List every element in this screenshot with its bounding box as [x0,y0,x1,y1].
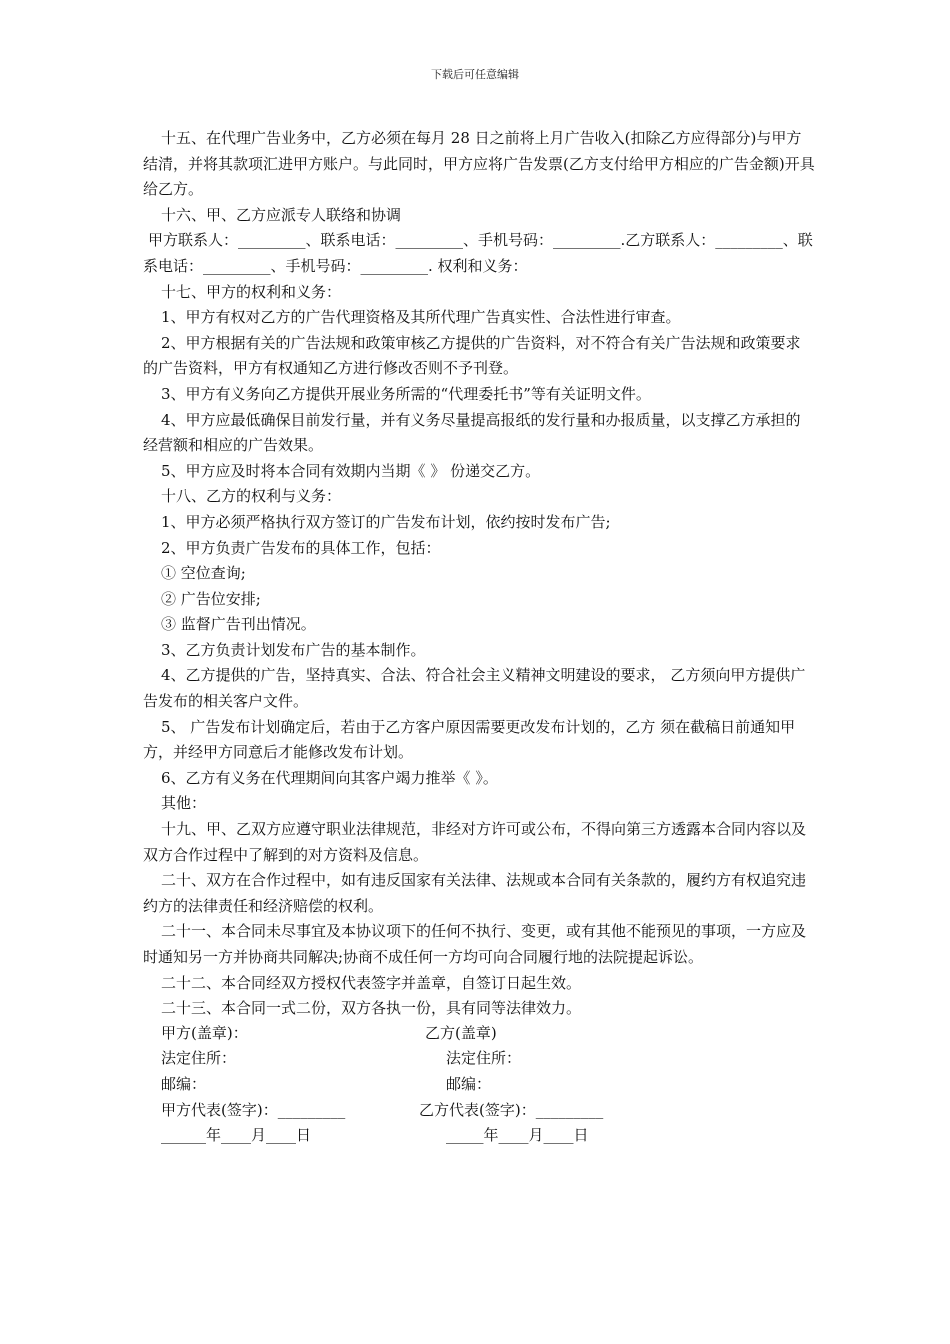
party-b-representative: 乙方代表(签字)：_________ [419,1101,604,1119]
other-heading: 其他： [161,794,207,813]
clause-18-item-5: 5、 广告发布计划确定后，若由于乙方客户原因需要更改发布计划的，乙方 须在截稿日前通知甲方，并经甲方同意后才能修改发布计划。 [143,717,796,762]
party-a-seal: 甲方(盖章)： [161,1024,248,1042]
party-b-seal: 乙方(盖章) [425,1024,497,1042]
clause-17-item-1: 1、甲方有权对乙方的广告代理资格及其所代理广告真实性、合法性进行审查。 [161,308,681,327]
contact-line: 甲方联系人：_________、联系电话：_________、手机号码：_________.乙方联系人：_________、联系电话：_________、手机号码：_________. 权利和义务： [143,231,813,275]
signature-postcode-row [143,1071,843,1097]
clause-18-item-3: 3、乙方负责计划发布广告的基本制作。 [161,640,426,659]
clause-17-item-3: 3、甲方有义务向乙方提供开展业务所需的“代理委托书”等有关证明文件。 [161,384,651,403]
clause-17-item-4: 4、甲方应最低确保目前发行量，并有义务尽量提高报纸的发行量和办报质量，以支撑乙方承担的经营额和相应的广告效果。 [143,410,801,455]
sub-item-1: ① 空位查询; [161,564,246,583]
party-a-address: 法定住所： [161,1049,237,1067]
clause-17: 十七、甲方的权利和义务： [161,282,342,301]
clause-18-item-4: 4、乙方提供的广告，坚持真实、合法、符合社会主义精神文明建设的要求， 乙方须向甲方提供广告发布的相关客户文件。 [143,666,806,711]
signature-rep-row [143,1097,843,1123]
clause-18-item-1: 1、甲方必须严格执行双方签订的广告发布计划，依约按时发布广告; [161,512,611,531]
clause-22: 二十二、本合同经双方授权代表签字并盖章，自签订日起生效。 [161,973,582,992]
clause-17-item-2: 2、甲方根据有关的广告法规和政策审核乙方提供的广告资料，对不符合有关广告法规和政策要求的广告资料，甲方有权通知乙方进行修改否则不予刊登。 [143,333,801,378]
page-header-note: 下载后可任意编辑 [431,68,519,81]
clause-15: 十五、在代理广告业务中，乙方必须在每月 28 日之前将上月广告收入(扣除乙方应得部分)与甲方结清，并将其款项汇进甲方账户。与此同时，甲方应将广告发票(乙方支付给甲方相应的广告金额)开具给乙方。 [143,129,815,199]
sub-item-2: ② 广告位安排; [161,589,261,608]
sub-item-3: ③ 监督广告刊出情况。 [161,615,316,634]
party-a-date: ______年____月____日 [161,1126,312,1144]
signature-date-row [143,1122,843,1148]
party-b-date: _____年____月____日 [446,1126,589,1144]
clause-18: 十八、乙方的权利与义务： [161,487,342,506]
clause-21: 二十一、本合同未尽事宜及本协议项下的任何不执行、变更，或有其他不能预见的事项，一方应及时通知另一方并协商共同解决;协商不成任何一方均可向合同履行地的法院提起诉讼。 [143,922,807,966]
clause-19: 十九、甲、乙双方应遵守职业法律规范，非经对方许可或公布，不得向第三方透露本合同内容以及双方合作过程中了解到的对方资料及信息。 [143,820,807,864]
contract-body [143,126,815,1022]
clause-23: 二十三、本合同一式二份，双方各执一份，具有同等法律效力。 [161,999,582,1018]
party-a-postcode: 邮编： [161,1075,207,1093]
clause-18-item-6: 6、乙方有义务在代理期间向其客户竭力推举《 》。 [161,768,498,787]
clause-17-item-5: 5、甲方应及时将本合同有效期内当期《 》 份递交乙方。 [161,461,541,480]
clause-16: 十六、甲、乙方应派专人联络和协调 [161,205,402,224]
party-a-representative: 甲方代表(签字)：_________ [161,1101,346,1119]
clause-18-item-2: 2、甲方负责广告发布的具体工作，包括： [161,538,441,557]
party-b-address: 法定住所： [446,1049,522,1067]
signature-address-row [143,1045,843,1071]
party-b-postcode: 邮编： [446,1075,492,1093]
signature-seal-row [143,1020,843,1046]
clause-20: 二十、双方在合作过程中，如有违反国家有关法律、法规或本合同有关条款的，履约方有权追究违约方的法律责任和经济赔偿的权利。 [143,871,807,915]
